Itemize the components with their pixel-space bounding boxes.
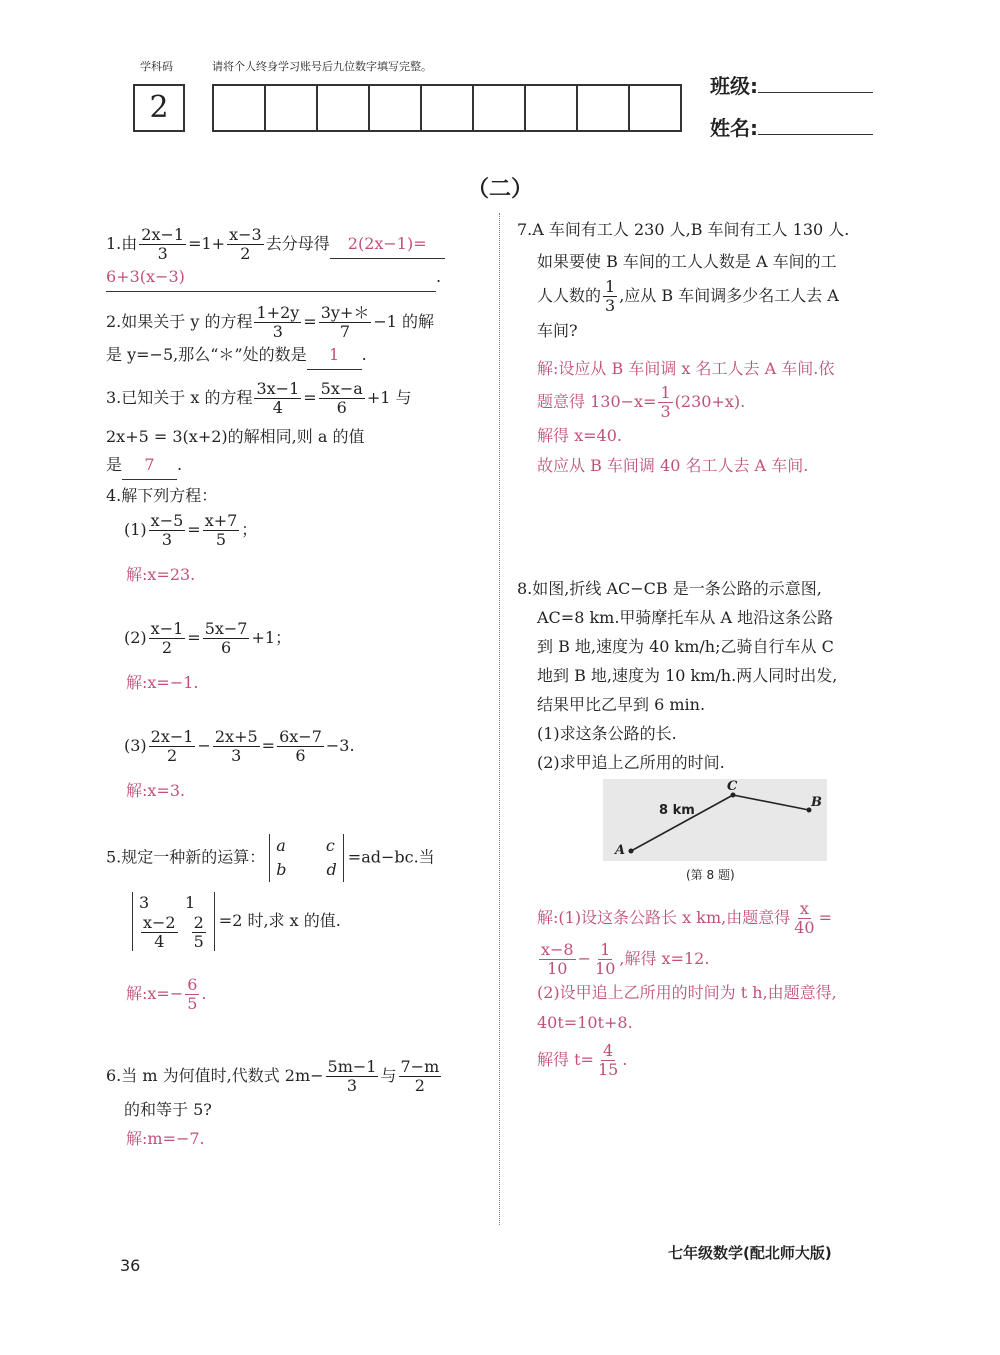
question-2: 2.如果关于 y 的方程 $\frac{1+2y}{3}$ = $\frac{3y+*}{7}$ −1 的解 是 y=−5,那么“＊”处的数是 1 . xyxy=(106,304,486,370)
account-instruction: 请将个人终身学习账号后九位数字填写完整。 xyxy=(212,60,432,73)
digit-box[interactable] xyxy=(318,86,370,130)
answer-blank: 1 xyxy=(307,341,362,370)
segment-length-label: 8 km xyxy=(659,803,695,818)
answer-4-2: 解:x=−1. xyxy=(126,673,199,692)
point-a-label: A xyxy=(615,843,626,858)
digit-box[interactable] xyxy=(266,86,318,130)
question-7: 7.A 车间有工人 230 人,B 车间有工人 130 人. 如果要使 B 车间的工人人数是 A 车间的工 人人数的 $\frac{1}{3}$ ,应从 B 车间调多少名工人去 A 车间? xyxy=(517,220,850,340)
question-6: 6.当 m 为何值时,代数式 2m− $\frac{5m-1}{3}$ 与 $\frac{7-m}{2}$ xyxy=(106,1057,440,1095)
section-title: （二） xyxy=(466,176,533,202)
digit-box[interactable] xyxy=(422,86,474,130)
question-5: 5.规定一种新的运算：a c b d=ad−bc.当 xyxy=(106,834,496,882)
subject-code-box: 2 xyxy=(133,84,185,132)
answer-blank: 7 xyxy=(122,451,177,480)
digit-box[interactable] xyxy=(526,86,578,130)
digit-box[interactable] xyxy=(214,86,266,130)
digit-box[interactable] xyxy=(578,86,630,130)
class-label: 班级: xyxy=(710,74,758,98)
digit-box[interactable] xyxy=(630,86,680,130)
figure-caption: (第 8 题) xyxy=(686,868,735,882)
answer-4-1: 解:x=23. xyxy=(126,565,196,584)
subject-code-label: 学科码 xyxy=(140,60,173,73)
question-4-part-1: (1) $\frac{x-5}{3}$ = $\frac{x+7}{5}$ ； xyxy=(124,511,258,549)
class-field[interactable] xyxy=(710,70,873,99)
question-8: 8.如图,折线 AC−CB 是一条公路的示意图, AC=8 km.甲骑摩托车从 A 地沿这条公路 到 B 地,速度为 40 km/h;乙骑自行车从 C 地到 B 地,速度为 10 km/h.两人同时出发, 结果甲比乙早到 6 min. (1)求这条公路的长. (2)求甲追上乙所用的时间. xyxy=(517,579,838,772)
question-5-condition: 3 1 $\frac{x-2}{4}$ $\frac{2}{5}$ =2 时,求 x 的值. xyxy=(128,892,498,951)
answer-8: 解:(1)设这条公路长 x km,由题意得 $\frac{x}{40}$ = $\frac{x-8}{10}$ − $\frac{1}{10}$ ,解得 x=12. (2)设甲追上乙所用的时间为 t h,由题意得, 40t=10t+8. 解得 t= $\frac{4}{15}$ . xyxy=(537,899,837,1079)
answer-4-3: 解:x=3. xyxy=(126,781,186,800)
answer-blank: 6+3(x−3) xyxy=(106,263,436,292)
point-c-label: C xyxy=(727,779,738,794)
digit-box[interactable] xyxy=(474,86,526,130)
question-6-line-2: 的和等于 5? xyxy=(124,1100,212,1119)
digit-box[interactable] xyxy=(370,86,422,130)
book-title: 七年级数学(配北师大版) xyxy=(668,1244,832,1262)
name-field[interactable] xyxy=(710,112,873,141)
question-3: 3.已知关于 x 的方程 $\frac{3x-1}{4}$ = $\frac{5x-a}{6}$ +1 与 2x+5 = 3(x+2)的解相同,则 a 的值 是 7 . xyxy=(106,380,486,480)
point-b-label: B xyxy=(811,795,822,810)
name-label: 姓名: xyxy=(710,116,758,140)
question-4-part-3: (3) $\frac{2x-1}{2}$ − $\frac{2x+5}{3}$ = $\frac{6x-7}{6}$ −3. xyxy=(124,727,355,765)
question-1: 1.由 $\frac{2x-1}{3}$ =1+ $\frac{x-3}{2}$ 去分母得 2(2x−1)= 6+3(x−3) . xyxy=(106,226,486,292)
column-divider xyxy=(499,213,500,1225)
answer-blank: 2(2x−1)= xyxy=(330,230,445,259)
account-digit-boxes[interactable] xyxy=(212,84,682,132)
answer-6: 解:m=−7. xyxy=(126,1129,205,1148)
answer-5: 解:x=− $\frac{6}{5}$ . xyxy=(126,975,207,1013)
question-4-title: 4.解下列方程： xyxy=(106,486,218,505)
question-4-part-2: (2) $\frac{x-1}{2}$ = $\frac{5x-7}{6}$ +1； xyxy=(124,619,292,657)
answer-7: 解:设应从 B 车间调 x 名工人去 A 车间.依 题意得 130−x= $\frac{1}{3}$ (230+x). 解得 x=40. 故应从 B 车间调 40 名工人去 A 车间. xyxy=(537,359,835,475)
page-number: 36 xyxy=(120,1256,141,1275)
road-diagram xyxy=(603,779,827,861)
